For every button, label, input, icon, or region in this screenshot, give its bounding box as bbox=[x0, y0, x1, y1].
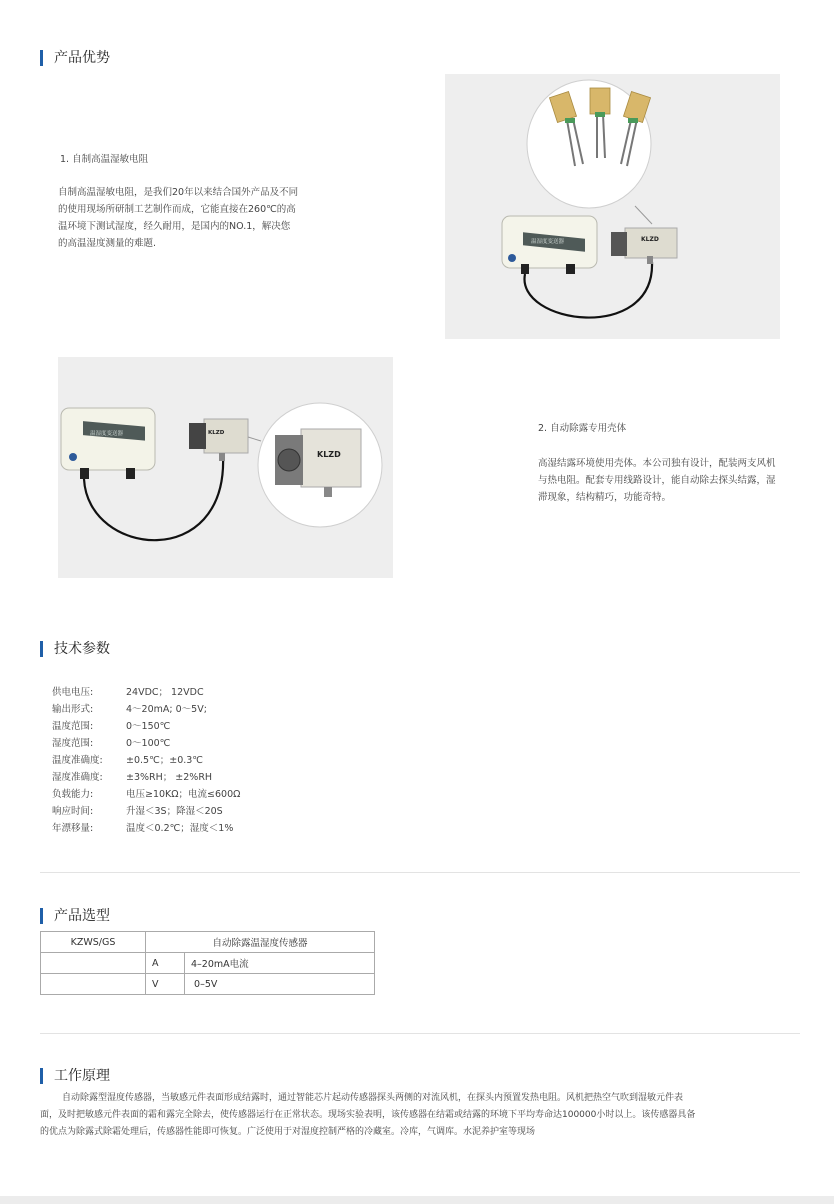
principle-line: 面，及时把敏感元件表面的霜和露完全除去，使传感器运行在正常状态。现场实验表明，该传感器在结霜或结露的环境下平均寿命达100000小时以上。该传感器具备 bbox=[40, 1110, 696, 1120]
param-value: 温度＜0.2℃；湿度＜1% bbox=[126, 823, 234, 834]
param-value: 电压≥10KΩ；电流≤600Ω bbox=[126, 789, 241, 800]
principle-body bbox=[40, 1090, 804, 1141]
divider bbox=[40, 1033, 800, 1034]
brand-text-3: KLZD bbox=[317, 450, 341, 459]
box-label-text: 温湿度变送器 bbox=[531, 239, 565, 245]
param-key: 响应时间: bbox=[52, 806, 94, 817]
table-row bbox=[41, 953, 375, 974]
table-row bbox=[41, 974, 375, 995]
brand-text: KLZD bbox=[641, 236, 659, 243]
section-title-tech: 技术参数 bbox=[40, 640, 110, 658]
principle-line: 自动除露型湿度传感器，当敏感元件表面形成结露时，通过智能芯片起动传感器探头两侧的对流风机，在探头内预置发热电阻。风机把热空气吹到湿敏元件表 bbox=[62, 1093, 684, 1103]
param-key: 湿度准确度: bbox=[52, 772, 103, 783]
feature2-body bbox=[538, 455, 808, 506]
param-row bbox=[52, 735, 240, 752]
param-value: ±3%RH； ±2%RH bbox=[126, 772, 213, 783]
feature1-line: 温环境下测试湿度，经久耐用，是国内的NO.1，解决您 bbox=[58, 221, 291, 232]
feature2-line: 与热电阻。配套专用线路设计，能自动除去探头结露，湿 bbox=[538, 475, 776, 486]
feature2-line: 高湿结露环境使用壳体。本公司独有设计，配装两支风机 bbox=[538, 458, 776, 469]
param-key: 温度范围: bbox=[52, 721, 94, 732]
brand-text-2: KLZD bbox=[208, 430, 225, 436]
param-key: 温度准确度: bbox=[52, 755, 103, 766]
param-value: 0～100℃ bbox=[126, 738, 171, 749]
param-row bbox=[52, 718, 240, 735]
param-row bbox=[52, 820, 240, 837]
param-key: 输出形式: bbox=[52, 704, 94, 715]
table-row bbox=[41, 932, 375, 953]
tech-params-list bbox=[52, 684, 240, 837]
param-value: ±0.5℃；±0.3℃ bbox=[126, 755, 203, 766]
principle-line: 的优点为除露式除霜处理后，传感器性能即可恢复。广泛使用于对湿度控制严格的冷藏室。冷库，气调库。水泥养护室等现场 bbox=[40, 1127, 536, 1137]
feature1-title: 1. 自制高温湿敏电阻 bbox=[60, 154, 149, 165]
divider bbox=[40, 872, 800, 873]
param-row bbox=[52, 752, 240, 769]
box-label-text-2: 温湿度变送器 bbox=[90, 431, 124, 437]
param-key: 年漂移量: bbox=[52, 823, 94, 834]
param-row bbox=[52, 701, 240, 718]
param-value: 24VDC； 12VDC bbox=[126, 687, 204, 698]
param-row bbox=[52, 769, 240, 786]
table-header-model: KZWS/GS bbox=[41, 932, 146, 953]
param-key: 负载能力: bbox=[52, 789, 94, 800]
table-cell-desc: 4–20mA电流 bbox=[185, 953, 375, 974]
table-cell-empty bbox=[41, 974, 146, 995]
feature1-line: 的高温湿度测量的难题. bbox=[58, 238, 157, 249]
feature1-body bbox=[58, 184, 348, 252]
footer-bar bbox=[0, 1196, 834, 1204]
param-value: 4～20mA; 0～5V; bbox=[126, 704, 207, 715]
section-title-principle: 工作原理 bbox=[40, 1067, 110, 1085]
feature2-title: 2. 自动除露专用壳体 bbox=[538, 423, 627, 434]
table-cell-code: A bbox=[146, 953, 185, 974]
table-cell-empty bbox=[41, 953, 146, 974]
param-row bbox=[52, 786, 240, 803]
product-image-probes bbox=[445, 74, 780, 339]
product-image-housing bbox=[58, 357, 393, 578]
table-cell-desc: 0–5V bbox=[185, 974, 375, 995]
param-value: 升湿＜3S；降湿＜20S bbox=[126, 806, 223, 817]
table-header-product: 自动除露温湿度传感器 bbox=[146, 932, 375, 953]
selection-table bbox=[40, 931, 375, 995]
feature1-line: 的使用现场所研制工艺制作而成，它能直接在260℃的高 bbox=[58, 204, 296, 215]
param-key: 供电电压: bbox=[52, 687, 94, 698]
section-title-selection: 产品选型 bbox=[40, 907, 110, 925]
param-value: 0～150℃ bbox=[126, 721, 171, 732]
param-row bbox=[52, 803, 240, 820]
feature1-line: 自制高温湿敏电阻，是我们20年以来结合国外产品及不同 bbox=[58, 187, 299, 198]
feature2-line: 滞现象，结构精巧，功能奇特。 bbox=[538, 492, 672, 503]
param-row bbox=[52, 684, 240, 701]
table-cell-code: V bbox=[146, 974, 185, 995]
param-key: 湿度范围: bbox=[52, 738, 94, 749]
section-title-advantages: 产品优势 bbox=[40, 49, 110, 67]
